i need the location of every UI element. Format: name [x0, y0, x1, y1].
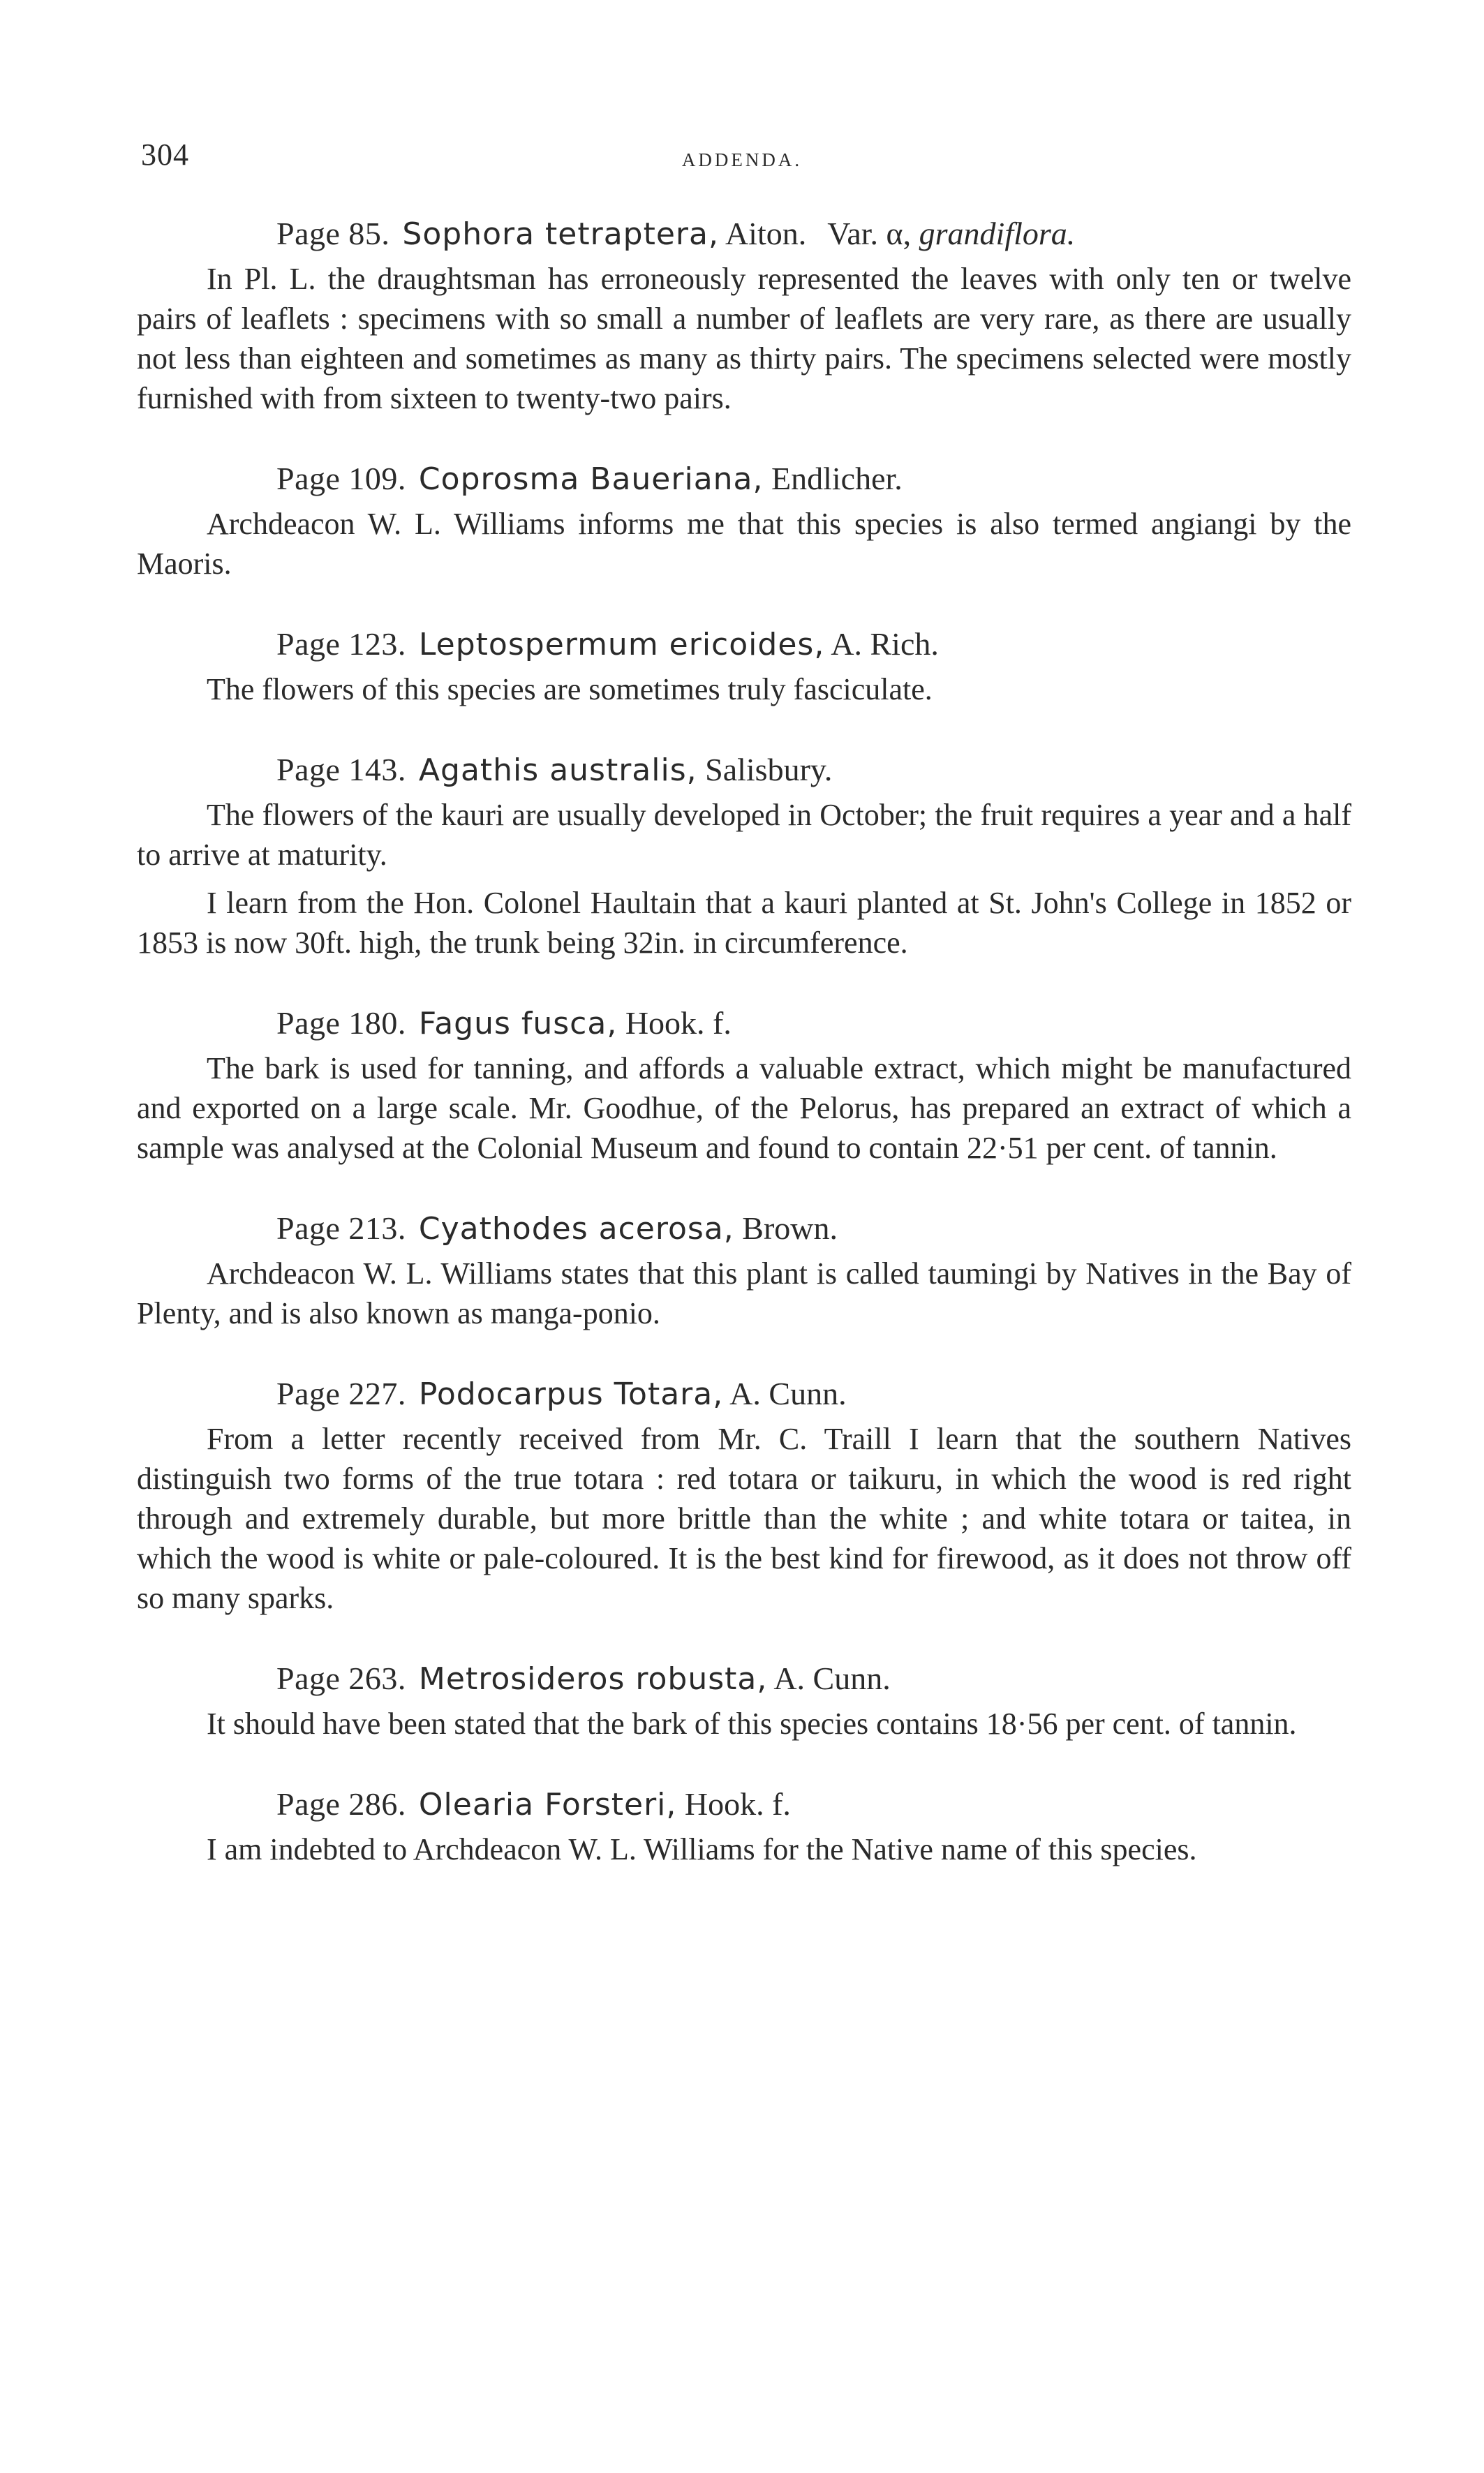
addendum-entry	[137, 1780, 1351, 1869]
species-name: Cyathodes acerosa,	[418, 1211, 734, 1247]
entry-heading	[137, 999, 1351, 1048]
entry-paragraph: It should have been stated that the bark of this species contains 18·56 per cent. of tannin.	[207, 1707, 1297, 1741]
entry-paragraph: Archdeacon W. L. Williams states that this plant is called taumingi by Natives in the Bay of Plenty, and is also known as manga-ponio.	[137, 1256, 1351, 1330]
entry-paragraph: Archdeacon W. L. Williams informs me that this species is also termed angiangi by the Maoris.	[137, 507, 1351, 581]
addendum-entry	[137, 1369, 1351, 1618]
addendum-entry	[137, 620, 1351, 709]
page-reference: Page 227.	[276, 1376, 406, 1411]
entry-heading	[137, 745, 1351, 795]
addendum-entry	[137, 999, 1351, 1168]
species-name: Olearia Forsteri,	[418, 1787, 677, 1822]
species-authority: A. Cunn.	[729, 1376, 847, 1411]
addendum-entry	[137, 745, 1351, 963]
page-number: 304	[141, 138, 189, 172]
page-reference: Page 180.	[276, 1005, 406, 1041]
species-name: Fagus fusca,	[418, 1006, 618, 1041]
species-name: Leptospermum ericoides,	[418, 627, 825, 662]
page-reference: Page 85.	[276, 216, 390, 251]
entry-heading	[137, 1369, 1351, 1419]
entry-paragraph: I learn from the Hon. Colonel Haultain that a kauri planted at St. John's College in 1852 or 1853 is now 30ft. high, the trunk being 32in. in circumference.	[137, 886, 1351, 960]
species-authority: A. Rich.	[831, 626, 939, 662]
page-reference: Page 123.	[276, 626, 406, 662]
entry-paragraph: The flowers of the kauri are usually developed in October; the fruit requires a year and a half to arrive at maturity.	[137, 798, 1351, 872]
species-name: Metrosideros robusta,	[418, 1661, 768, 1697]
page-reference: Page 109.	[276, 461, 406, 496]
species-name: Agathis australis,	[418, 752, 697, 788]
entry-heading	[137, 454, 1351, 504]
page-reference: Page 286.	[276, 1786, 406, 1822]
species-name: Sophora tetraptera,	[402, 216, 719, 252]
species-authority: Hook. f.	[684, 1786, 791, 1822]
species-authority: Hook. f.	[625, 1005, 732, 1041]
entry-paragraph: From a letter recently received from Mr. C. Traill I learn that the southern Natives distinguish two forms of the true totara : red totara or taikuru, in which the wood is red right through and extremely durable, but more brittle than the white ; and white totara or taitea, in which the wood is white or pale-coloured. It is the best kind for firewood, as it does not throw off so many sparks.	[137, 1422, 1351, 1615]
entry-heading	[137, 209, 1351, 259]
entry-heading	[137, 1204, 1351, 1254]
species-authority: A. Cunn.	[773, 1661, 891, 1696]
entry-heading	[137, 620, 1351, 669]
addenda-body	[137, 209, 1351, 1906]
entry-heading	[137, 1780, 1351, 1829]
entry-paragraph: I am indebted to Archdeacon W. L. Williams for the Native name of this species.	[207, 1832, 1197, 1866]
variety-name: grandiflora.	[919, 216, 1076, 251]
species-authority: Aiton.	[725, 216, 807, 251]
species-name: Podocarpus Totara,	[418, 1376, 724, 1412]
entry-paragraph: The flowers of this species are sometimes truly fasciculate.	[207, 672, 933, 706]
entry-paragraph: The bark is used for tanning, and affords a valuable extract, which might be manufactured and exported on a large scale. Mr. Goodhue, of the Pelorus, has prepared an extract of which a sample was analysed at the Colonial Museum and found to contain 22·51 per cent. of tannin.	[137, 1051, 1351, 1165]
species-name: Coprosma Baueriana,	[418, 461, 764, 497]
page-reference: Page 263.	[276, 1661, 406, 1696]
variety-label: Var. α,	[827, 216, 912, 251]
species-authority: Brown.	[742, 1210, 838, 1246]
entry-heading	[137, 1654, 1351, 1704]
addendum-entry	[137, 454, 1351, 584]
entry-paragraph: In Pl. L. the draughtsman has erroneously represented the leaves with only ten or twelve pairs of leaflets : specimens with so small a number of leaflets are very rare, as there are usually not less than eighteen and sometimes as many as thirty pairs. The specimens selected were mostly furnished with from sixteen to twenty-two pairs.	[137, 262, 1351, 415]
addendum-entry	[137, 1654, 1351, 1744]
addendum-entry	[137, 1204, 1351, 1333]
species-authority: Endlicher.	[771, 461, 903, 496]
addendum-entry	[137, 209, 1351, 418]
page-reference: Page 213.	[276, 1210, 406, 1246]
species-authority: Salisbury.	[705, 752, 833, 787]
running-head: ADDENDA.	[681, 149, 803, 170]
page-reference: Page 143.	[276, 752, 406, 787]
